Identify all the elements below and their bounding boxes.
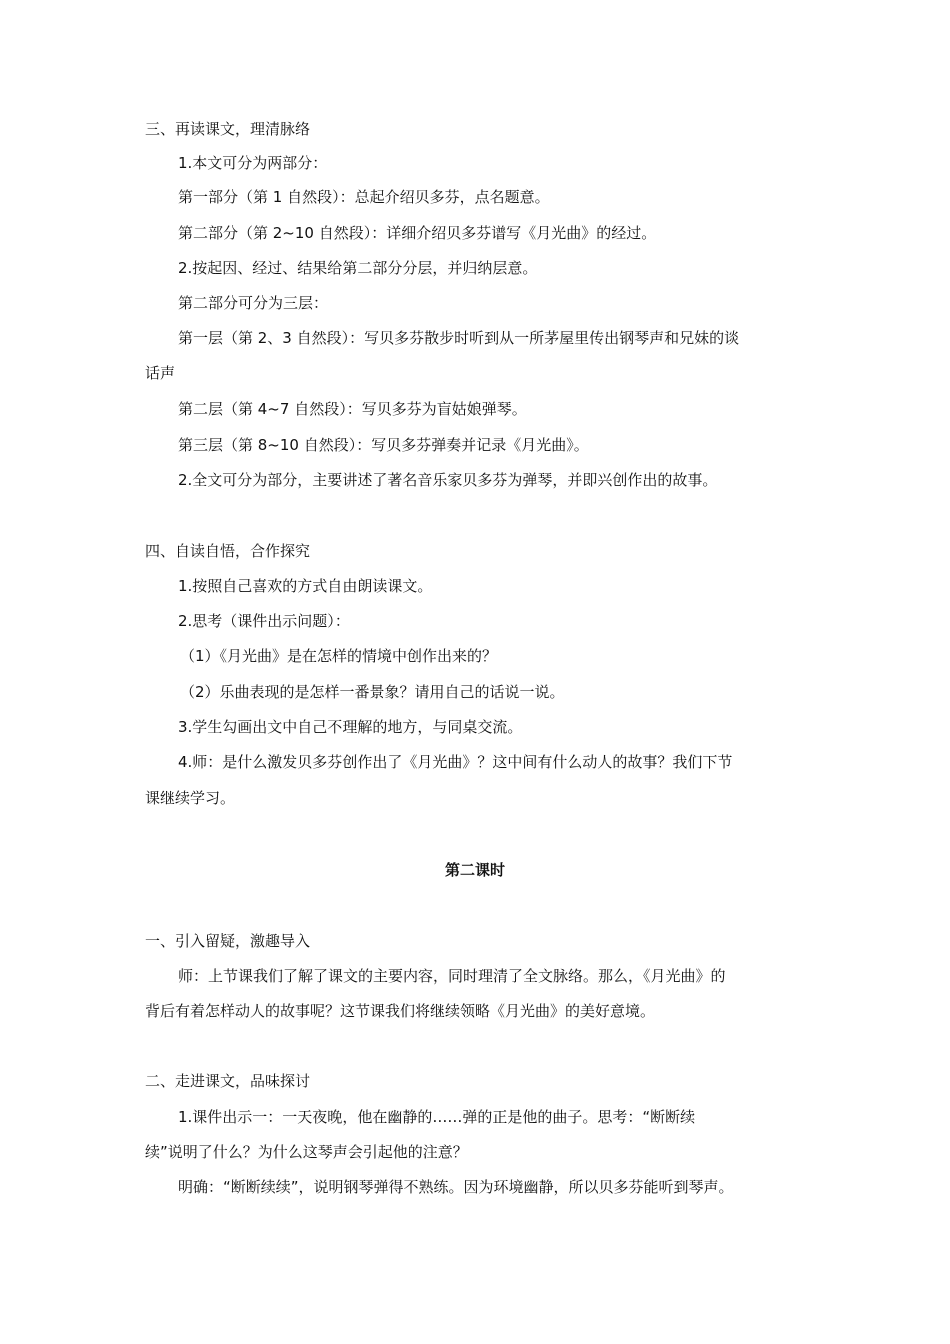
lesson-title: 第二课时	[444, 861, 505, 879]
paragraph: 2.全文可分为部分，主要讲述了著名音乐家贝多芬为弹琴，并即兴创作出的故事。	[178, 471, 718, 489]
paragraph: 4.师：是什么激发贝多芬创作出了《月光曲》？这中间有什么动人的故事？我们下节	[178, 753, 733, 771]
paragraph: 师：上节课我们了解了课文的主要内容，同时理清了全文脉络。那么，《月光曲》的	[178, 967, 726, 985]
paragraph: 1.按照自己喜欢的方式自由朗读课文。	[178, 577, 433, 595]
section-heading: 三、再读课文，理清脉络	[145, 120, 311, 138]
paragraph: 1.课件出示一：一天夜晚，他在幽静的……弹的正是他的曲子。思考：“断断续	[178, 1108, 696, 1126]
paragraph: 第一层（第 2、3 自然段）：写贝多芬散步时听到从一所茅屋里传出钢琴声和兄妹的谈	[178, 329, 740, 347]
paragraph: 2.思考（课件出示问题）：	[178, 612, 350, 630]
paragraph: 3.学生勾画出文中自己不理解的地方，与同桌交流。	[178, 718, 523, 736]
section-heading: 四、自读自悟，合作探究	[145, 542, 311, 560]
paragraph-continuation: 话声	[145, 364, 176, 382]
paragraph: 第二部分可分为三层：	[178, 294, 329, 312]
paragraph: 第三层（第 8~10 自然段）：写贝多芬弹奏并记录《月光曲》。	[178, 436, 589, 454]
section-heading: 二、走进课文，品味探讨	[145, 1072, 311, 1090]
paragraph: 明确：“断断续续”，说明钢琴弹得不熟练。因为环境幽静，所以贝多芬能听到琴声。	[178, 1178, 734, 1196]
section-heading: 一、引入留疑，激趣导入	[145, 932, 311, 950]
paragraph-continuation: 续”说明了什么？为什么这琴声会引起他的注意？	[145, 1143, 468, 1161]
paragraph: （2）乐曲表现的是怎样一番景象？请用自己的话说一说。	[180, 683, 565, 701]
paragraph: 2.按起因、经过、结果给第二部分分层，并归纳层意。	[178, 259, 538, 277]
paragraph-continuation: 课继续学习。	[145, 789, 236, 807]
paragraph: 第二层（第 4~7 自然段）：写贝多芬为盲姑娘弹琴。	[178, 400, 527, 418]
paragraph: 第二部分（第 2~10 自然段）：详细介绍贝多芬谱写《月光曲》的经过。	[178, 224, 657, 242]
paragraph-continuation: 背后有着怎样动人的故事呢？这节课我们将继续领略《月光曲》的美好意境。	[145, 1002, 656, 1020]
paragraph: 第一部分（第 1 自然段）：总起介绍贝多芬，点名题意。	[178, 188, 550, 206]
paragraph: （1）《月光曲》是在怎样的情境中创作出来的？	[180, 647, 498, 665]
paragraph: 1.本文可分为两部分：	[178, 154, 328, 172]
